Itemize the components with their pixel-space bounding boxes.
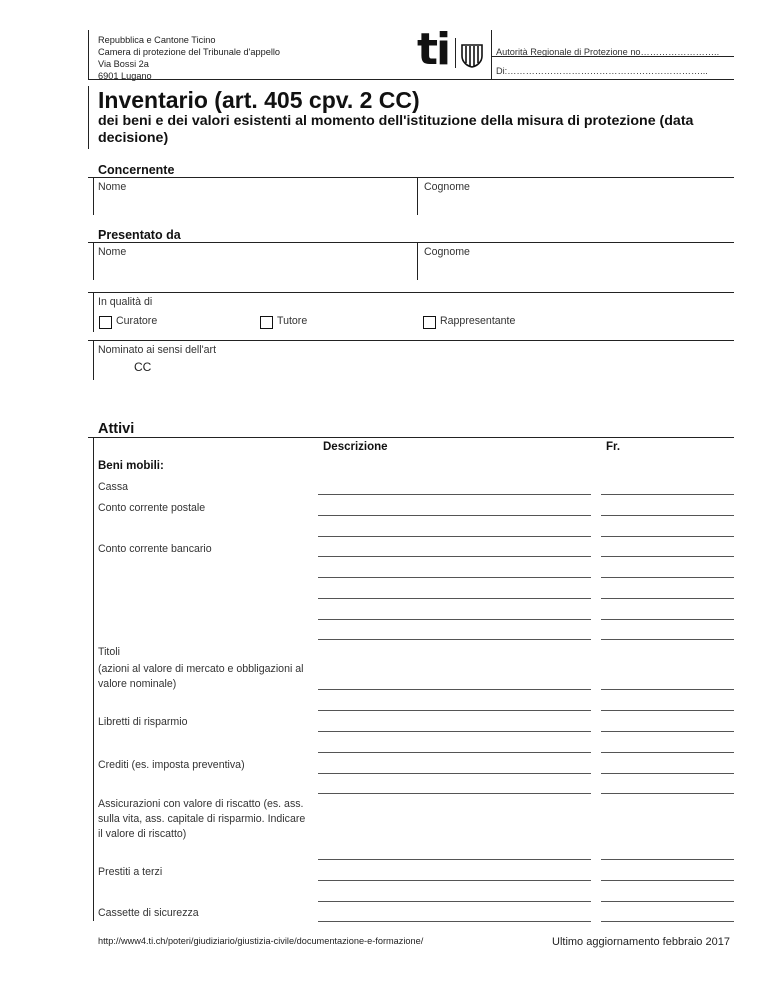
document-title: Inventario (art. 405 cpv. 2 CC) xyxy=(98,87,420,113)
descrizione-input-line[interactable] xyxy=(318,921,591,922)
descrizione-input-line[interactable] xyxy=(318,689,591,690)
divider xyxy=(88,340,734,341)
divider xyxy=(88,242,734,243)
item-conto-postale: Conto corrente postale xyxy=(98,502,206,514)
field-border xyxy=(93,242,94,280)
address-line: Camera di protezione del Tribunale d'appello xyxy=(98,47,281,57)
fr-input-line[interactable] xyxy=(601,859,734,860)
concernente-heading: Concernente xyxy=(98,163,175,177)
descrizione-input-line[interactable] xyxy=(318,901,591,902)
fr-input-line[interactable] xyxy=(601,494,734,495)
nominato-label: Nominato ai sensi dell'art xyxy=(98,344,217,356)
column-fr: Fr. xyxy=(606,441,621,453)
fr-input-line[interactable] xyxy=(601,536,734,537)
field-border xyxy=(417,242,418,280)
ticino-logo xyxy=(405,24,491,76)
descrizione-input-line[interactable] xyxy=(318,773,591,774)
descrizione-input-line[interactable] xyxy=(318,639,591,640)
beni-mobili-heading: Beni mobili: xyxy=(98,460,164,472)
item-crediti: Crediti (es. imposta preventiva) xyxy=(98,759,245,771)
item-prestiti: Prestiti a terzi xyxy=(98,866,163,878)
item-libretti: Libretti di risparmio xyxy=(98,716,188,728)
fr-input-line[interactable] xyxy=(601,619,734,620)
field-border xyxy=(417,177,418,215)
descrizione-input-line[interactable] xyxy=(318,752,591,753)
header-field-divider xyxy=(492,56,734,57)
tutore-label: Tutore xyxy=(277,315,308,327)
item-cassette: Cassette di sicurezza xyxy=(98,907,199,919)
fr-input-line[interactable] xyxy=(601,793,734,794)
descrizione-input-line[interactable] xyxy=(318,598,591,599)
descrizione-input-line[interactable] xyxy=(318,710,591,711)
descrizione-input-line[interactable] xyxy=(318,494,591,495)
descrizione-input-line[interactable] xyxy=(318,536,591,537)
descrizione-input-line[interactable] xyxy=(318,619,591,620)
ticino-shield-icon xyxy=(461,44,483,68)
curatore-checkbox[interactable] xyxy=(99,316,112,329)
descrizione-input-line[interactable] xyxy=(318,859,591,860)
item-titoli: Titoli xyxy=(98,646,120,658)
item-assicurazioni: Assicurazioni con valore di riscatto (es. ass. sulla vita, ass. capitale di risparmio. Indicare il valore di riscatto) xyxy=(98,798,306,840)
address-line: Repubblica e Cantone Ticino xyxy=(98,35,216,45)
di-field[interactable]: Di:………………………………………………………... xyxy=(496,66,708,76)
descrizione-input-line[interactable] xyxy=(318,731,591,732)
presentato-nome-field[interactable]: Nome xyxy=(98,246,127,258)
qualita-label: In qualità di xyxy=(98,296,153,308)
rappresentante-checkbox[interactable] xyxy=(423,316,436,329)
fr-input-line[interactable] xyxy=(601,689,734,690)
tutore-checkbox[interactable] xyxy=(260,316,273,329)
fr-input-line[interactable] xyxy=(601,710,734,711)
logo-divider xyxy=(455,38,456,68)
sender-address xyxy=(98,34,280,82)
attivi-heading: Attivi xyxy=(98,421,135,437)
fr-input-line[interactable] xyxy=(601,880,734,881)
fr-input-line[interactable] xyxy=(601,921,734,922)
rappresentante-label: Rappresentante xyxy=(440,315,516,327)
fr-input-line[interactable] xyxy=(601,901,734,902)
fr-input-line[interactable] xyxy=(601,773,734,774)
descrizione-input-line[interactable] xyxy=(318,556,591,557)
fr-input-line[interactable] xyxy=(601,577,734,578)
item-cassa: Cassa xyxy=(98,481,129,493)
address-line: 6901 Lugano xyxy=(98,71,152,81)
column-descrizione: Descrizione xyxy=(323,441,388,453)
presentato-cognome-field[interactable]: Cognome xyxy=(424,246,470,258)
field-border xyxy=(93,340,94,380)
fr-input-line[interactable] xyxy=(601,639,734,640)
concernente-cognome-field[interactable]: Cognome xyxy=(424,181,470,193)
descrizione-input-line[interactable] xyxy=(318,515,591,516)
divider xyxy=(88,437,734,438)
curatore-label: Curatore xyxy=(116,315,158,327)
field-border xyxy=(93,437,94,921)
fr-input-line[interactable] xyxy=(601,731,734,732)
address-line: Via Bossi 2a xyxy=(98,59,149,69)
field-border xyxy=(93,177,94,215)
field-border xyxy=(93,292,94,332)
divider xyxy=(88,292,734,293)
nominato-cc-field[interactable]: CC xyxy=(134,360,152,374)
header-divider xyxy=(491,30,492,80)
footer-date: Ultimo aggiornamento febbraio 2017 xyxy=(552,936,730,948)
authority-field[interactable]: Autorità Regionale di Protezione no…………………….. xyxy=(496,47,720,57)
document-subtitle: dei beni e dei valori esistenti al momento dell'istituzione della misura di protezione (data decisione) xyxy=(98,113,694,146)
footer-url[interactable]: http://www4.ti.ch/poteri/giudiziario/giustizia-civile/documentazione-e-formazione/ xyxy=(98,936,424,946)
fr-input-line[interactable] xyxy=(601,515,734,516)
logo-text: ti xyxy=(417,24,450,75)
presentato-heading: Presentato da xyxy=(98,228,181,242)
title-bar xyxy=(88,86,89,149)
item-titoli-note: (azioni al valore di mercato e obbligazioni al valore nominale) xyxy=(98,663,304,690)
descrizione-input-line[interactable] xyxy=(318,880,591,881)
descrizione-input-line[interactable] xyxy=(318,793,591,794)
concernente-nome-field[interactable]: Nome xyxy=(98,181,127,193)
divider xyxy=(88,177,734,178)
fr-input-line[interactable] xyxy=(601,752,734,753)
item-conto-bancario: Conto corrente bancario xyxy=(98,543,212,555)
fr-input-line[interactable] xyxy=(601,556,734,557)
fr-input-line[interactable] xyxy=(601,598,734,599)
descrizione-input-line[interactable] xyxy=(318,577,591,578)
